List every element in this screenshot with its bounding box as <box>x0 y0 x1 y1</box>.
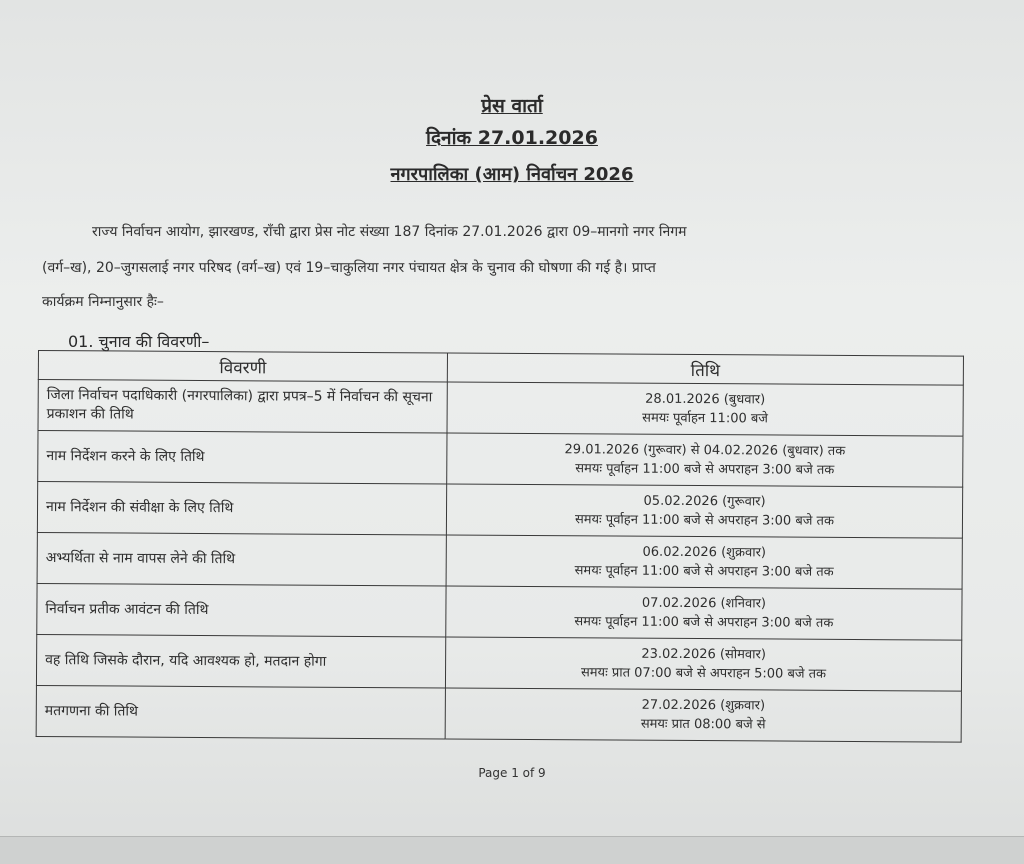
row-label: नाम निर्देशन करने के लिए तिथि <box>38 431 447 484</box>
table-row <box>36 634 961 691</box>
row-time: समयः पूर्वाहन 11:00 बजे <box>642 410 769 427</box>
row-date: 07.02.2026 (शनिवार) <box>641 595 767 612</box>
body-line-2: (वर्ग–ख), 20–जुगसलाई नगर परिषद (वर्ग–ख) एवं 19–चाकुलिया नगर पंचायत क्षेत्र के चुनाव की घोषणा की गई है। प्राप्त <box>42 260 656 276</box>
row-label: वह तिथि जिसके दौरान, यदि आवश्यक हो, मतदान होगा <box>36 634 445 687</box>
row-time: समयः प्रात 08:00 बजे से <box>640 716 766 733</box>
row-label: नाम निर्देशन की संवीक्षा के लिए तिथि <box>37 482 446 535</box>
row-value <box>446 535 962 589</box>
row-value <box>446 586 962 640</box>
body-line-3: कार्यक्रम निम्नानुसार हैः– <box>42 294 164 310</box>
row-label: अभ्यर्थिता से नाम वापस लेने की तिथि <box>37 532 446 585</box>
election-schedule-table <box>36 350 964 743</box>
row-time: समयः पूर्वाहन 11:00 बजे से अपराहन 3:00 बजे तक <box>575 461 835 478</box>
header-date: तिथि <box>447 353 963 385</box>
table-row <box>37 532 962 589</box>
paper-bottom-edge <box>0 836 1024 864</box>
row-label: जिला निर्वाचन पदाधिकारी (नगरपालिका) द्वारा प्रपत्र–5 में निर्वाचन की सूचना प्रकाशन की तिथि <box>38 380 447 433</box>
row-date: 23.02.2026 (सोमवार) <box>641 646 766 663</box>
row-value <box>447 382 963 436</box>
row-date: 05.02.2026 (गुरूवार) <box>643 493 766 510</box>
row-date: 27.02.2026 (शुक्रवार) <box>641 697 766 714</box>
row-date: 06.02.2026 (शुक्रवार) <box>642 544 767 561</box>
row-time: समयः पूर्वाहन 11:00 बजे से अपराहन 3:00 बजे तक <box>574 512 834 529</box>
table-row <box>38 380 963 437</box>
row-value <box>445 688 961 742</box>
page-number: Page 1 of 9 <box>478 766 546 780</box>
table-row <box>36 685 961 742</box>
table-row <box>37 482 962 539</box>
row-label: मतगणना की तिथि <box>36 685 445 738</box>
table-row <box>37 583 962 640</box>
release-subject: नगरपालिका (आम) निर्वाचन 2026 <box>390 164 634 185</box>
table-row <box>38 431 963 488</box>
row-time: समयः पूर्वाहन 11:00 बजे से अपराहन 3:00 बजे तक <box>574 614 834 631</box>
row-time: समयः पूर्वाहन 11:00 बजे से अपराहन 3:00 बजे तक <box>574 563 834 580</box>
row-value <box>447 433 963 487</box>
row-date: 28.01.2026 (बुधवार) <box>645 391 766 408</box>
row-time: समयः प्रात 07:00 बजे से अपराहन 5:00 बजे तक <box>580 665 827 682</box>
section-title: 01. चुनाव की विवरणी– <box>68 332 210 351</box>
row-value <box>445 637 961 691</box>
header-description: विवरणी <box>38 351 447 382</box>
row-value <box>446 484 962 538</box>
body-line-1: राज्य निर्वाचन आयोग, झारखण्ड, राँची द्वारा प्रेस नोट संख्या 187 दिनांक 27.01.2026 द्वारा 09–मानगो नगर निगम <box>92 224 687 240</box>
row-label: निर्वाचन प्रतीक आवंटन की तिथि <box>37 583 446 636</box>
press-release-title: प्रेस वार्ता <box>481 95 543 117</box>
release-date: दिनांक 27.01.2026 <box>426 127 598 149</box>
row-date: 29.01.2026 (गुरूवार) से 04.02.2026 (बुधवार) तक <box>564 442 846 459</box>
